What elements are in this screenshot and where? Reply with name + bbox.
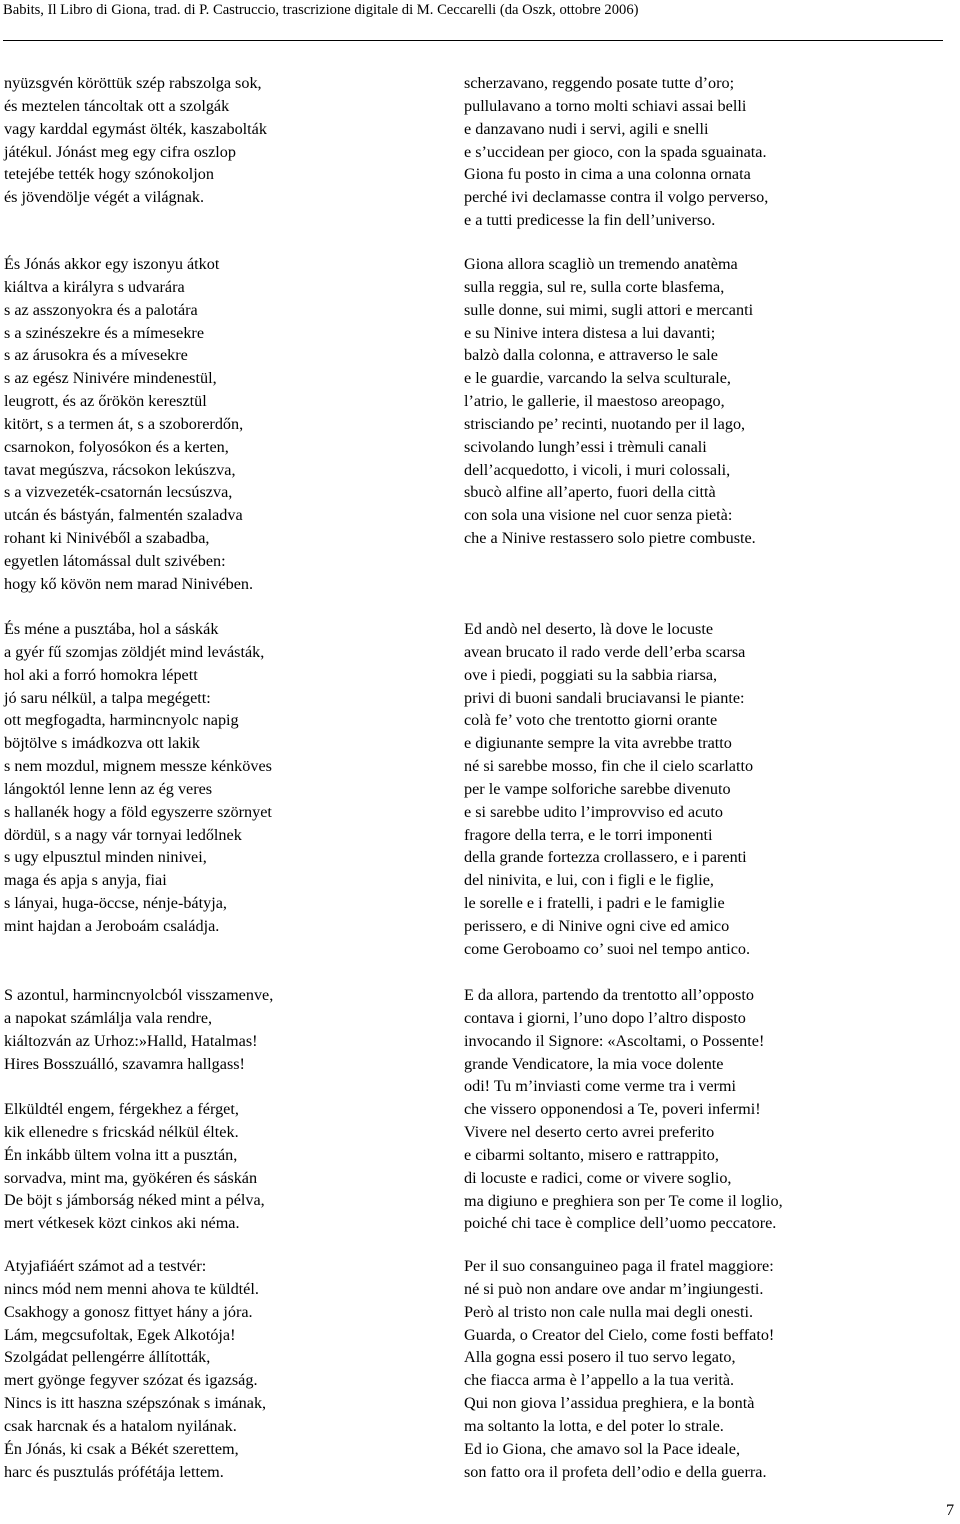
verse-line: Guarda, o Creator del Cielo, come fosti beffato! (464, 1325, 775, 1344)
verse-line: Elküldtél engem, férgekhez a férget, (4, 1100, 239, 1118)
verse-line: che vissero opponendosi a Te, poveri infermi! (464, 1100, 761, 1119)
verse-line: Ed io Giona, che amavo sol la Pace ideale, (464, 1439, 740, 1458)
verse-line: Hires Bosszuálló, szavamra hallgass! (4, 1054, 245, 1073)
verse-line: s hallanék hogy a föld egyszerre szörnyet (4, 802, 272, 821)
verse-line: És Jónás akkor egy iszonyu átkot (4, 255, 220, 273)
verse-line: sulla reggia, sul re, sulla corte blasfema, (464, 277, 725, 296)
verse-line: e danzavano nudi i servi, agili e snelli (464, 119, 709, 138)
verse-line: játékul. Jónást meg egy cifra oszlop (4, 142, 236, 161)
verse-line: nincs mód nem menni ahova te küldtél. (4, 1279, 259, 1298)
verse-line: csarnokon, folyosókon és a kerten, (4, 437, 229, 456)
verse-line: scivolando lungh’essi i trèmuli canali (464, 437, 707, 456)
verse-line: perché ivi declamasse contra il volgo perverso, (464, 188, 769, 207)
verse-line: Giona allora scagliò un tremendo anatèma (464, 255, 738, 273)
verse-line: grande Vendicatore, la mia voce dolente (464, 1054, 724, 1073)
verse-line: Én Jónás, ki csak a Békét szerettem, (4, 1439, 239, 1458)
verse-line: ott megfogadta, harmincnyolc napig (4, 711, 239, 730)
verse-line: Atyjafiáért számot ad a testvér: (4, 1257, 207, 1275)
verse-line: per le vampe solforiche sarebbe divenuto (464, 779, 731, 798)
page-number: 7 (946, 1501, 955, 1519)
verse-line: s az árusokra és a mívesekre (4, 346, 188, 365)
verse-line: hogy kő kövön nem marad Ninivében. (4, 574, 254, 593)
hungarian-stanza (4, 253, 253, 596)
verse-line: és meztelen táncoltak ott a szolgák (4, 96, 230, 115)
verse-line: né si può non andare ove andar m’ingiungesti. (464, 1279, 764, 1298)
verse-line: della grande fortezza crollassero, e i parenti (464, 848, 747, 867)
verse-line: kik ellenedre s fricskád nélkül éltek. (4, 1122, 239, 1141)
verse-line: tavat megúszva, rácsokon lekúszva, (4, 460, 236, 479)
italian-stanza (464, 984, 783, 1235)
verse-line: strisciando pe’ recinti, nuotando per il lago, (464, 414, 746, 433)
hungarian-stanza (4, 1098, 265, 1235)
verse-line: s ugy elpusztul minden ninivei, (4, 848, 207, 867)
verse-line: privi di buoni sandali bruciavansi le piante: (464, 688, 745, 707)
verse-line: s az egész Ninivére mindenestül, (4, 369, 217, 388)
verse-line: e cibarmi soltanto, misero e rattrappito, (464, 1145, 719, 1164)
verse-line: di locuste e radici, come or vivere soglio, (464, 1168, 732, 1187)
italian-stanza (464, 253, 756, 550)
verse-line: mert vétkesek közt cinkos aki néma. (4, 1214, 240, 1233)
verse-line: leugrott, és az őrökön keresztül (4, 392, 207, 411)
verse-line: mint hajdan a Jeroboám családja. (4, 916, 220, 935)
verse-line: Nincs is itt haszna szépszónak s imának, (4, 1394, 267, 1413)
verse-line: che a Ninive restassero solo pietre combuste. (464, 529, 756, 548)
verse-line: e a tutti predicesse la fin dell’universo. (464, 211, 716, 230)
verse-line: rohant ki Ninivéből a szabadba, (4, 529, 210, 548)
verse-line: Csakhogy a gonosz fittyet hány a jóra. (4, 1302, 253, 1321)
verse-line: invocando il Signore: «Ascoltami, o Possente! (464, 1031, 765, 1050)
page-header (3, 0, 943, 41)
verse-line: s a szinészekre és a mímesekre (4, 323, 205, 342)
verse-line: Lám, megcsufoltak, Egek Alkotója! (4, 1325, 236, 1344)
verse-line: l’atrio, le gallerie, il maestoso areopago, (464, 392, 725, 411)
verse-line: csak harcnak és a hatalom nyilának. (4, 1416, 237, 1435)
hungarian-stanza (4, 72, 267, 209)
verse-line: dördül, s a nagy vár tornyai ledőlnek (4, 825, 242, 844)
verse-line: s nem mozdul, mignem messze kénköves (4, 757, 272, 776)
verse-line: Ed andò nel deserto, là dove le locuste (464, 620, 714, 638)
verse-line: kiáltva a királyra s udvarára (4, 277, 185, 296)
verse-line: ove i piedi, poggiati su la sabbia riarsa, (464, 665, 718, 684)
verse-line: e si sarebbe udito l’improvviso ed acuto (464, 802, 723, 821)
verse-line: Szolgádat pellengérre állították, (4, 1348, 211, 1367)
verse-line: perissero, e di Ninive ogni cive ed amico (464, 916, 730, 935)
verse-line: balzò dalla colonna, e attraverso le sale (464, 346, 718, 365)
verse-line: És méne a pusztába, hol a sáskák (4, 620, 219, 638)
hungarian-stanza (4, 984, 273, 1075)
hungarian-stanza (4, 618, 272, 938)
verse-line: De böjt s jámborság néked mint a pélva, (4, 1191, 265, 1210)
verse-line: che fiacca arma è l’appello a la tua verità. (464, 1371, 735, 1390)
verse-line: dell’acquedotto, i vicoli, i muri colossali, (464, 460, 731, 479)
verse-line: e digiunante sempre la vita avrebbe tratto (464, 734, 732, 753)
italian-stanza (464, 1255, 774, 1483)
verse-line: e s’uccidean per gioco, con la spada sguainata. (464, 142, 767, 161)
verse-line: come Geroboamo co’ suoi nel tempo antico. (464, 939, 751, 958)
verse-line: S azontul, harmincnyolcból visszamenve, (4, 986, 274, 1004)
verse-line: del ninivita, e lui, con i figli e le figlie, (464, 871, 714, 890)
verse-line: tetejébe tették hogy szónokoljon (4, 165, 214, 184)
verse-line: sorvadva, mint ma, gyökéren és sáskán (4, 1168, 258, 1187)
header-text: Babits, Il Libro di Giona, trad. di P. Castruccio, trascrizione digitale di M. Ceccarelli (da Oszk, ottobre 2006) (3, 2, 639, 18)
verse-line: és jövendölje végét a világnak. (4, 188, 205, 207)
verse-line: a napokat számlálja vala rendre, (4, 1008, 213, 1027)
italian-stanza (464, 618, 753, 961)
verse-line: scherzavano, reggendo posate tutte d’oro; (464, 74, 735, 92)
verse-line: hol aki a forró homokra lépett (4, 665, 198, 684)
verse-line: E da allora, partendo da trentotto all’opposto (464, 986, 754, 1004)
verse-line: s lányai, huga-öccse, nénje-bátyja, (4, 894, 227, 913)
verse-line: maga és apja s anyja, fiai (4, 871, 167, 890)
verse-line: lángoktól lenne lenn az ég veres (4, 779, 213, 798)
hungarian-stanza (4, 1255, 266, 1483)
verse-line: egyetlen látomással dult szivében: (4, 551, 226, 570)
verse-line: Alla gogna essi posero il tuo servo legato, (464, 1348, 736, 1367)
verse-line: sulle donne, sui mimi, sugli attori e mercanti (464, 300, 754, 319)
verse-line: le sorelle e i fratelli, i padri e le famiglie (464, 894, 725, 913)
verse-line: kiáltozván az Urhoz:»Halld, Hatalmas! (4, 1031, 258, 1050)
verse-line: Però al tristo non cale nulla mai degli onesti. (464, 1302, 754, 1321)
verse-line: ma digiuno e preghiera son per Te come il loglio, (464, 1191, 783, 1210)
verse-line: utcán és bástyán, falmentén szaladva (4, 506, 243, 525)
verse-line: fragore della terra, e le torri imponenti (464, 825, 713, 844)
verse-line: nyüzsgvén köröttük szép rabszolga sok, (4, 74, 262, 92)
verse-line: con sola una visione nel cuor senza pietà: (464, 506, 733, 525)
verse-line: son fatto ora il profeta dell’odio e della guerra. (464, 1462, 767, 1481)
verse-line: contava i giorni, l’uno dopo l’altro disposto (464, 1008, 746, 1027)
verse-line: kitört, s a termen át, s a szoborerdőn, (4, 414, 244, 433)
verse-line: s az asszonyokra és a palotára (4, 300, 198, 319)
verse-line: mert gyönge fegyver szózat és igazság. (4, 1371, 258, 1390)
verse-line: Giona fu posto in cima a una colonna ornata (464, 165, 751, 184)
verse-line: Én inkább ültem volna itt a pusztán, (4, 1145, 238, 1164)
verse-line: e le guardie, varcando la selva sculturale, (464, 369, 731, 388)
verse-line: sbucò alfine all’aperto, fuori della città (464, 483, 716, 502)
verse-line: avean brucato il rado verde dell’erba scarsa (464, 642, 746, 661)
verse-line: böjtölve s imádkozva ott lakik (4, 734, 201, 753)
verse-line: né si sarebbe mosso, fin che il cielo scarlatto (464, 757, 754, 776)
verse-line: harc és pusztulás prófétája lettem. (4, 1462, 224, 1481)
verse-line: poiché chi tace è complice dell’uomo peccatore. (464, 1214, 777, 1233)
verse-line: jó saru nélkül, a talpa megégett: (4, 688, 211, 707)
verse-line: vagy karddal egymást ölték, kaszabolták (4, 119, 267, 138)
verse-line: odi! Tu m’inviasti come verme tra i vermi (464, 1077, 736, 1096)
italian-stanza (464, 72, 768, 232)
verse-line: ma soltanto la lotta, e del poter lo strale. (464, 1416, 724, 1435)
verse-line: s a vizvezeték-csatornán lecsúszva, (4, 483, 233, 502)
verse-line: a gyér fű szomjas zöldjét mind levásták, (4, 642, 265, 661)
verse-line: Qui non giova l’assidua preghiera, e la bontà (464, 1394, 755, 1413)
verse-line: pullulavano a torno molti schiavi assai belli (464, 96, 747, 115)
verse-line: Per il suo consanguineo paga il fratel maggiore: (464, 1257, 774, 1275)
verse-line: e su Ninive intera distesa a lui davanti; (464, 323, 716, 342)
verse-line: Vivere nel deserto certo avrei preferito (464, 1123, 715, 1142)
verse-line: colà fe’ voto che trentotto giorni orante (464, 711, 718, 730)
